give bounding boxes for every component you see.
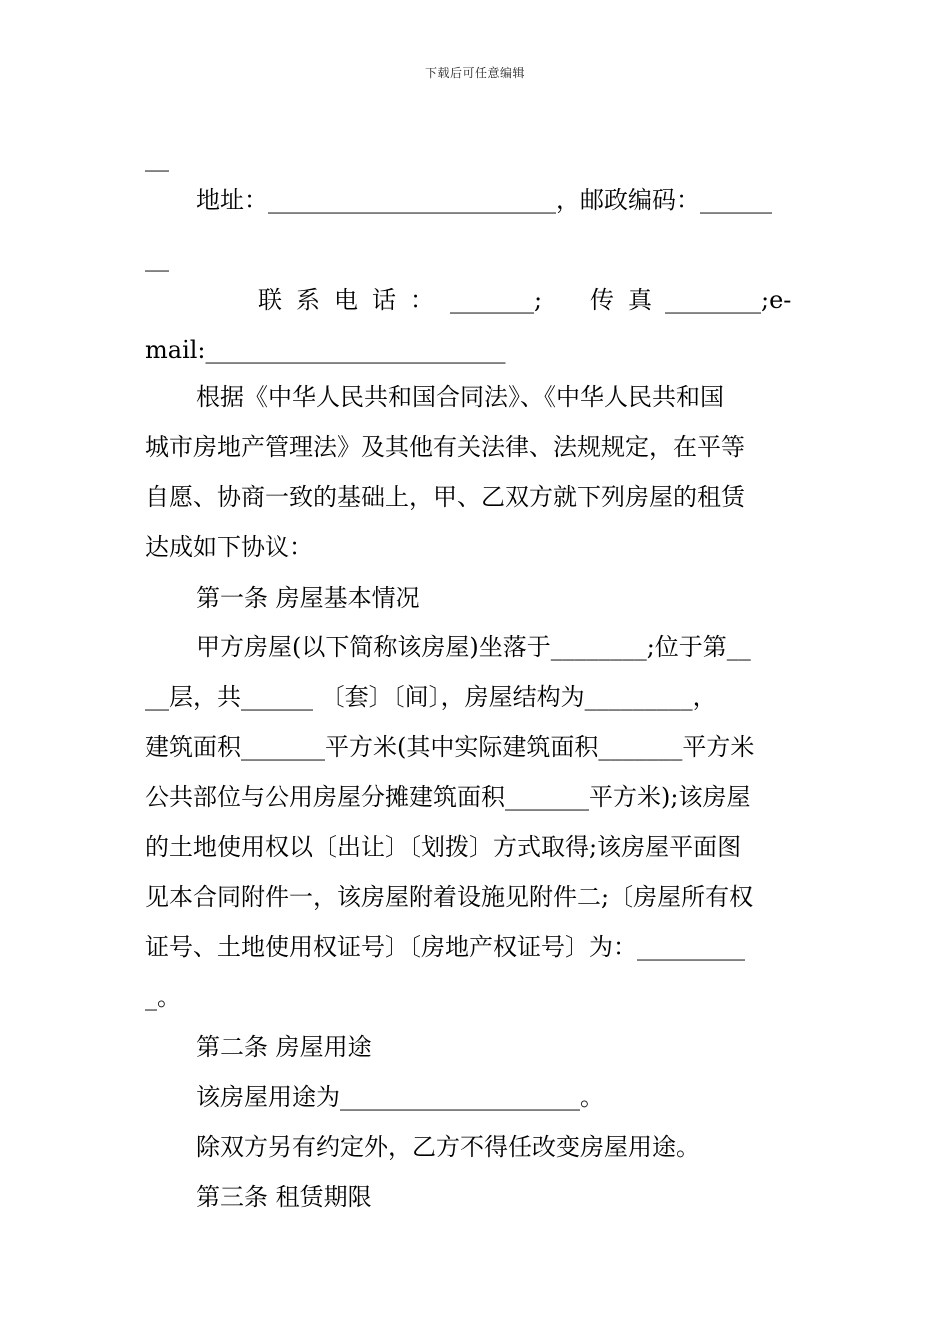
paragraph-line: 建筑面积_______平方米(其中实际建筑面积_______平方米: [145, 733, 755, 761]
email-line: mail:_________________________: [145, 336, 506, 364]
page-header-note: 下载后可任意编辑: [424, 66, 525, 80]
text-line: __: [145, 144, 169, 172]
fax-label: 传真: [590, 286, 666, 314]
address-line: 地址：________________________，邮政编码：______: [196, 186, 772, 214]
text-line: __: [145, 244, 169, 272]
paragraph-line: __层，共______ 〔套〕〔间〕，房屋结构为_________，: [145, 683, 717, 711]
paragraph-line: 该房屋用途为____________________。: [196, 1083, 604, 1111]
contact-phone-label: 联系电话：: [258, 286, 448, 314]
paragraph-line: 见本合同附件一，该房屋附着设施见附件二;〔房屋所有权: [145, 883, 754, 911]
contact-phone-blank: _______;: [450, 286, 543, 314]
paragraph-line: 除双方另有约定外，乙方不得任改变房屋用途。: [196, 1133, 700, 1161]
article-heading: 第二条 房屋用途: [196, 1033, 372, 1061]
paragraph-line: 根据《中华人民共和国合同法》、《中华人民共和国: [196, 383, 724, 411]
paragraph-line: 城市房地产管理法》及其他有关法律、法规规定，在平等: [145, 433, 745, 461]
article-heading: 第一条 房屋基本情况: [196, 584, 420, 612]
fax-blank: ________;e-: [665, 286, 792, 314]
article-heading: 第三条 租赁期限: [196, 1183, 372, 1211]
paragraph-line: _。: [145, 983, 181, 1011]
paragraph-line: 证号、土地使用权证号〕〔房地产权证号〕为：_________: [145, 933, 745, 961]
paragraph-line: 达成如下协议：: [145, 533, 313, 561]
paragraph-line: 的土地使用权以〔出让〕〔划拨〕方式取得;该房屋平面图: [145, 833, 742, 861]
paragraph-line: 公共部位与公用房屋分摊建筑面积_______平方米);该房屋: [145, 783, 751, 811]
paragraph-line: 自愿、协商一致的基础上，甲、乙双方就下列房屋的租赁: [145, 483, 745, 511]
paragraph-line: 甲方房屋(以下简称该房屋)坐落于________;位于第__: [196, 633, 751, 661]
